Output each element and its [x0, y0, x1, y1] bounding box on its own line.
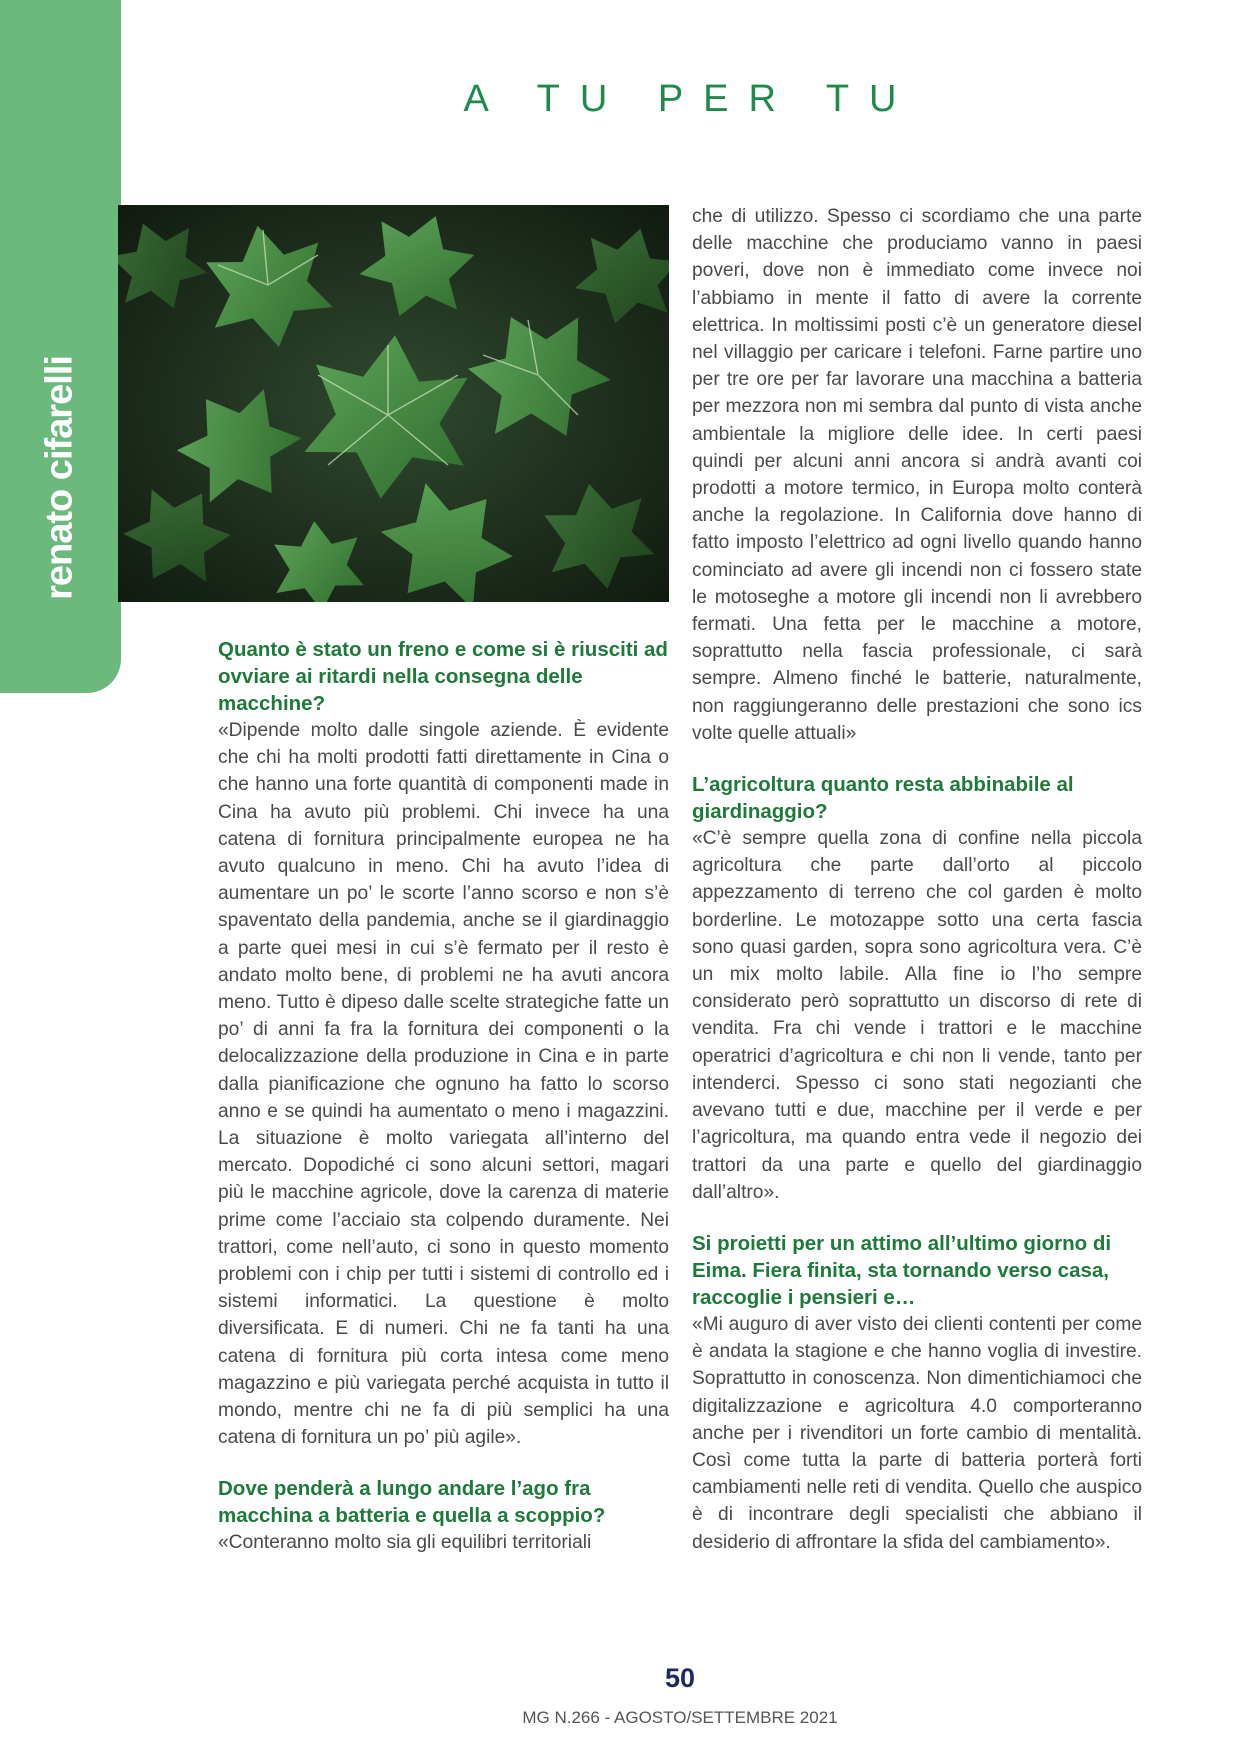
- author-name: renato cifarelli: [38, 356, 81, 600]
- article-column-right: [692, 203, 1142, 1556]
- answer-2-continued: che di utilizzo. Spesso ci scordiamo che una parte delle macchine che produciamo vanno in paesi poveri, dove non è immediato come invece noi l’abbiamo in mente il fatto di avere la corrente elettrica. In moltissimi posti c’è un generatore diesel nel villaggio per caricare i telefoni. Farne partire uno per tre ore per far lavorare una macchina a batteria per mezzora non mi sembra dal punto di vista anche ambientale la migliore delle idee. In certi paesi quindi per alcuni anni ancora si andrà avanti coi prodotti a motore termico, in Europa molto conterà anche la regolazione. In California dove hanno di fatto imposto l’elettrico ad ogni livello quando hanno cominciato ad avere gli incendi non ci fossero state le motoseghe a motore gli incendi non li avrebbero fermati. Una fetta per le macchine a motore, soprattutto nella fascia professionale, ci sarà sempre. Almeno finché le batterie, naturalmente, non raggiungeranno delle prestazioni che sono ics volte quelle attuali»: [692, 206, 1142, 744]
- question-4: Si proietti per un attimo all’ultimo giorno di Eima. Fiera finita, sta tornando verso casa, raccoglie i pensieri e…: [692, 1231, 1112, 1309]
- answer-4: «Mi auguro di aver visto dei clienti contenti per come è andata la stagione e che hanno voglia di investire. Soprattutto in conoscenza. Non dimentichiamoci che digitalizzazione e agricoltura 4.0 comporteranno anche per i rivenditori un forte cambio di mentalità. Così come tutta la parte di batteria porterà forti cambiamenti nelle reti di vendita. Quello che auspico è di incontrare degli specialisti che abbiano il desiderio di affrontare la sfida del cambiamento».: [692, 1313, 1142, 1553]
- question-2: Dove penderà a lungo andare l’ago fra macchina a batteria e quella a scoppio?: [218, 1477, 606, 1528]
- section-title: A TU PER TU: [463, 78, 917, 120]
- issue-info: MG N.266 - AGOSTO/SETTEMBRE 2021: [522, 1708, 838, 1727]
- answer-1: «Dipende molto dalle singole aziende. È evidente che chi ha molti prodotti fatti direttamente in Cina o che hanno una forte quantità di componenti made in Cina ha avuto più problemi. Chi invece ha una catena di fornitura principalmente europea ne ha avuto qualcuno in meno. Chi ha avuto l’idea di aumentare un po’ le scorte l’anno scorso e non s’è spaventato della pandemia, anche se il giardinaggio a parte quei mesi in cui s’è fermato per il resto è andato molto bene, di problemi ne ha avuti ancora meno. Tutto è dipeso dalle scelte strategiche fatte un po’ di anni fa fra la fornitura dei componenti o la delocalizzazione della produzione in Cina e in parte dalla pianificazione che ognuno ha fatto lo scorso anno e se quindi ha aumentato o meno i magazzini. La situazione è molto variegata all’interno del mercato. Dopodiché ci sono alcuni settori, magari più le macchine agricole, dove la carenza di materie prime come l’acciaio sta colpendo duramente. Nei trattori, come nell’auto, ci sono in questo momento problemi con i chip per tutti i sistemi di controllo ed i sistemi informatici. La questione è molto diversificata. E di numeri. Chi ne fa tanti ha una catena di fornitura più corta intesa come meno magazzino e più variegata perché acquista in tutto il mondo, mentre chi ne fa di più semplici ha una catena di fornitura un po’ più agile».: [218, 720, 669, 1449]
- answer-3: «C’è sempre quella zona di confine nella piccola agricoltura che parte dall’orto al piccolo appezzamento di terreno che col garden è molto borderline. Le motozappe sotto una certa fascia sono quasi garden, sopra sono agricoltura vera. C’è un mix molto labile. Alla fine io l’ho sempre considerato però soprattutto un discorso di rete di vendita. Fra chi vende i trattori e le macchine operatrici d’agricoltura e chi non li vende, tanto per intenderci. Spesso ci sono stati negozianti che avevano tutti e due, macchine per il verde e per l’agricoltura, ma quando entra vede il negozio dei trattori da una parte e quello del giardinaggio dall’altro».: [692, 828, 1142, 1203]
- article-column-left: [218, 636, 669, 1557]
- answer-2-start: «Conteranno molto sia gli equilibri territoriali: [218, 1532, 592, 1554]
- question-3: L’agricoltura quanto resta abbinabile al giardinaggio?: [692, 773, 1074, 824]
- question-1: Quanto è stato un freno e come si è riusciti ad ovviare ai ritardi nella consegna delle macchine?: [218, 638, 668, 715]
- page-number: 50: [664, 1663, 696, 1693]
- ivy-leaves-photo: [118, 205, 669, 602]
